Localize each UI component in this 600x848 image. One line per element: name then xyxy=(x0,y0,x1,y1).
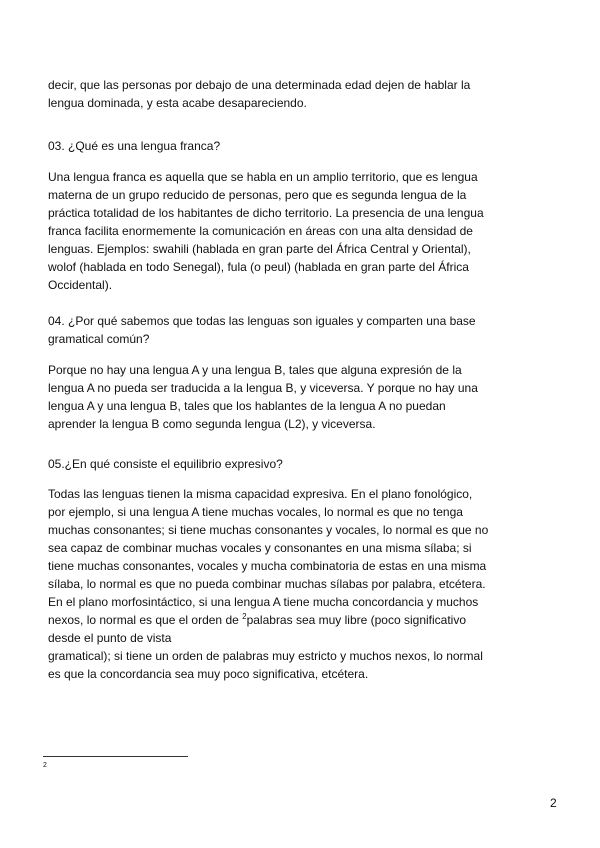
text-line: materna de un grupo reducido de personas, pero que es segunda lengua de la xyxy=(48,188,467,202)
text-line: tiene muchas consonantes, vocales y mucha combinatoria de estas en una misma xyxy=(48,559,487,573)
question-5-answer xyxy=(48,485,548,683)
text-line: desde el punto de vista xyxy=(48,631,172,645)
text-line: Una lengua franca es aquella que se habla en un amplio territorio, que es lengua xyxy=(48,170,478,184)
footnote-reference[interactable]: 2 xyxy=(242,612,247,621)
text-line: lenguas. Ejemplos: swahili (hablada en gran parte del África Central y Oriental), xyxy=(48,242,471,256)
text-line: muchas consonantes; si tiene muchas consonantes y vocales, lo normal es que no xyxy=(48,523,489,537)
text-line: por ejemplo, si una lengua A tiene muchas vocales, lo normal es que no tenga xyxy=(48,505,463,519)
footnote-number: 2 xyxy=(43,762,47,769)
question-3-answer xyxy=(48,168,548,294)
heading-line: gramatical común? xyxy=(48,332,150,346)
text-line: práctica totalidad de los habitantes de dicho territorio. La presencia de una lengua xyxy=(48,206,484,220)
text-line: Todas las lenguas tienen la misma capacidad expresiva. En el plano fonológico, xyxy=(48,487,473,501)
text-line: sílaba, lo normal es que no pueda combinar muchas sílabas por palabra, etcétera. xyxy=(48,577,486,591)
text-line-with-footnote xyxy=(48,611,548,629)
footnote-separator xyxy=(43,756,188,757)
text-line: franca facilita enormemente la comunicación en áreas con una alta densidad de xyxy=(48,224,473,238)
text-line: Occidental). xyxy=(48,278,113,292)
question-5-heading xyxy=(48,455,548,473)
intro-paragraph xyxy=(48,76,548,112)
page-number: 2 xyxy=(550,796,557,810)
text-line: lengua dominada, y esta acabe desapareciendo. xyxy=(48,96,307,110)
text-line: gramatical); si tiene un orden de palabras muy estricto y muchos nexos, lo normal xyxy=(48,649,483,663)
question-3-heading xyxy=(48,137,548,155)
heading-line: 03. ¿Qué es una lengua franca? xyxy=(48,139,221,153)
text-segment: nexos, lo normal es que el orden de xyxy=(48,613,243,627)
text-segment: palabras sea muy libre (poco significativo xyxy=(246,613,467,627)
question-4-answer xyxy=(48,361,548,433)
text-line: aprender la lengua B como segunda lengua (L2), y viceversa. xyxy=(48,417,376,431)
text-line: wolof (hablada en todo Senegal), fula (o peul) (hablada en gran parte del África xyxy=(48,260,469,274)
text-line: En el plano morfosintáctico, si una lengua A tiene mucha concordancia y muchos xyxy=(48,595,479,609)
question-4-heading xyxy=(48,312,548,348)
text-line: Porque no hay una lengua A y una lengua B, tales que alguna expresión de la xyxy=(48,363,462,377)
text-line: sea capaz de combinar muchas vocales y consonantes en una misma sílaba; si xyxy=(48,541,472,555)
text-line: lengua A y una lengua B, tales que los hablantes de la lengua A no puedan xyxy=(48,399,446,413)
text-line: decir, que las personas por debajo de una determinada edad dejen de hablar la xyxy=(48,78,471,92)
text-line: es que la concordancia sea muy poco significativa, etcétera. xyxy=(48,667,369,681)
heading-line: 04. ¿Por qué sabemos que todas las lenguas son iguales y comparten una base xyxy=(48,314,476,328)
text-line: lengua A no pueda ser traducida a la lengua B, y viceversa. Y porque no hay una xyxy=(48,381,478,395)
heading-line: 05.¿En qué consiste el equilibrio expresivo? xyxy=(48,457,283,471)
